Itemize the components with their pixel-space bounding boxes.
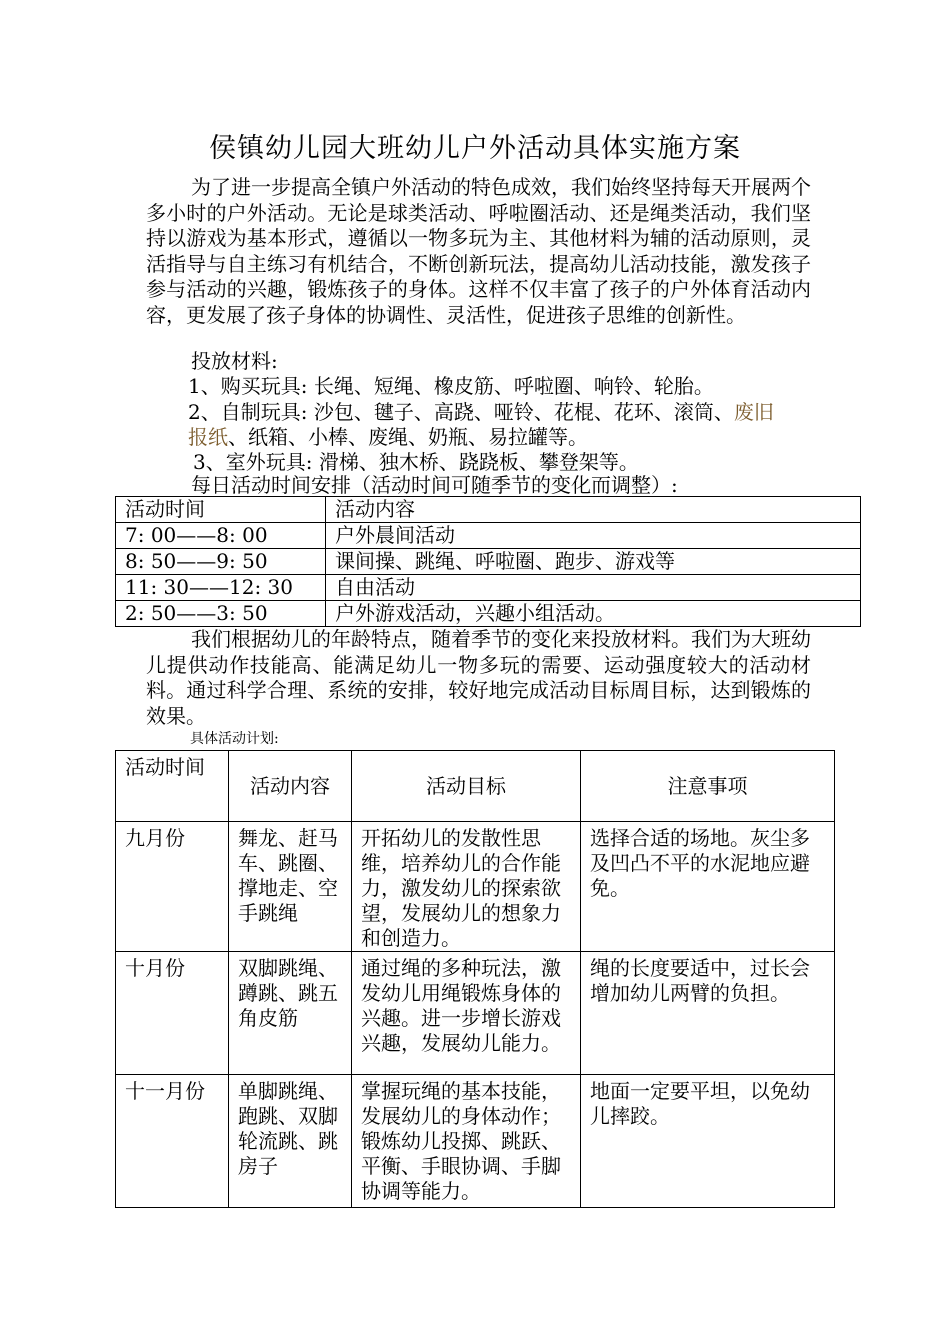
materials-item-2-part-b: 废旧 (733, 400, 774, 424)
schedule-header-time: 活动时间 (116, 497, 326, 523)
materials-item-2-part-c: 报纸 (188, 425, 228, 449)
materials-item-3: 3、室外玩具: 滑梯、独木桥、跷跷板、攀登架等。 (193, 450, 639, 474)
schedule-content: 自由活动 (326, 575, 861, 601)
table-row (116, 575, 861, 601)
plan-note: 地面一定要平坦，以免幼儿摔跤。 (581, 1075, 835, 1208)
plan-time: 九月份 (116, 822, 229, 952)
document-title: 侯镇幼儿园大班幼儿户外活动具体实施方案 (209, 133, 741, 164)
plan-header-row (116, 751, 835, 822)
summary-paragraph: 我们根据幼儿的年龄特点，随着季节的变化来投放材料。我们为大班幼儿提供动作技能高、能满足幼儿一物多玩的需要、运动强度较大的活动材料。通过科学合理、系统的安排，较好地完成活动目标周目标，达到锻炼的效果。 (146, 627, 811, 728)
plan-header-time: 活动时间 (116, 751, 229, 822)
plan-header-content: 活动内容 (229, 751, 352, 822)
plan-note: 绳的长度要适中，过长会增加幼儿两臂的负担。 (581, 952, 835, 1075)
materials-item-2-part-a: 2、自制玩具: 沙包、毽子、高跷、哑铃、花棍、花环、滚筒、 (188, 400, 734, 424)
table-row (116, 523, 861, 549)
table-row (116, 601, 861, 627)
schedule-header-row (116, 497, 861, 523)
schedule-content: 课间操、跳绳、呼啦圈、跑步、游戏等 (326, 549, 861, 575)
activity-plan-table (115, 750, 835, 1208)
plan-content: 舞龙、赶马车、跳圈、撑地走、空手跳绳 (229, 822, 352, 952)
materials-item-2-part-d: 、纸箱、小棒、废绳、奶瓶、易拉罐等。 (228, 425, 588, 449)
materials-item-1: 1、购买玩具: 长绳、短绳、橡皮筋、呼啦圈、响铃、轮胎。 (188, 374, 714, 398)
schedule-time: 8: 50——9: 50 (116, 549, 326, 575)
table-row (116, 1075, 835, 1208)
materials-heading: 投放材料: (191, 349, 278, 373)
table-row (116, 952, 835, 1075)
plan-note: 选择合适的场地。灰尘多及凹凸不平的水泥地应避免。 (581, 822, 835, 952)
plan-header-goal: 活动目标 (352, 751, 581, 822)
plan-goal: 开拓幼儿的发散性思维，培养幼儿的合作能力，激发幼儿的探索欲望，发展幼儿的想象力和创造力。 (352, 822, 581, 952)
plan-time: 十一月份 (116, 1075, 229, 1208)
schedule-content: 户外游戏活动，兴趣小组活动。 (326, 601, 861, 627)
table-row (116, 822, 835, 952)
table-row (116, 549, 861, 575)
schedule-time: 7: 00——8: 00 (116, 523, 326, 549)
schedule-content: 户外晨间活动 (326, 523, 861, 549)
plan-goal: 掌握玩绳的基本技能，发展幼儿的身体动作；锻炼幼儿投掷、跳跃、平衡、手眼协调、手脚协调等能力。 (352, 1075, 581, 1208)
materials-item-2-continued (188, 425, 588, 450)
intro-paragraph: 为了进一步提高全镇户外活动的特色成效，我们始终坚持每天开展两个多小时的户外活动。无论是球类活动、呼啦圈活动、还是绳类活动，我们坚持以游戏为基本形式，遵循以一物多玩为主、其他材料为辅的活动原则，灵活指导与自主练习有机结合，不断创新玩法，提高幼儿活动技能，激发孩子参与活动的兴趣，锻炼孩子的身体。这样不仅丰富了孩子的户外体育活动内容，更发展了孩子身体的协调性、灵活性，促进孩子思维的创新性。 (146, 175, 811, 327)
schedule-time: 2: 50——3: 50 (116, 601, 326, 627)
plan-header-note: 注意事项 (581, 751, 835, 822)
schedule-header-content: 活动内容 (326, 497, 861, 523)
schedule-heading: 每日活动时间安排（活动时间可随季节的变化而调整）: (191, 473, 678, 497)
schedule-table (115, 496, 861, 627)
materials-item-2 (188, 400, 774, 425)
schedule-time: 11: 30——12: 30 (116, 575, 326, 601)
plan-goal: 通过绳的多种玩法，激发幼儿用绳锻炼身体的兴趣。进一步增长游戏兴趣，发展幼儿能力。 (352, 952, 581, 1075)
plan-time: 十月份 (116, 952, 229, 1075)
plan-content: 单脚跳绳、跑跳、双脚轮流跳、跳房子 (229, 1075, 352, 1208)
plan-content: 双脚跳绳、蹲跳、跳五角皮筋 (229, 952, 352, 1075)
plan-heading: 具体活动计划: (190, 731, 279, 747)
